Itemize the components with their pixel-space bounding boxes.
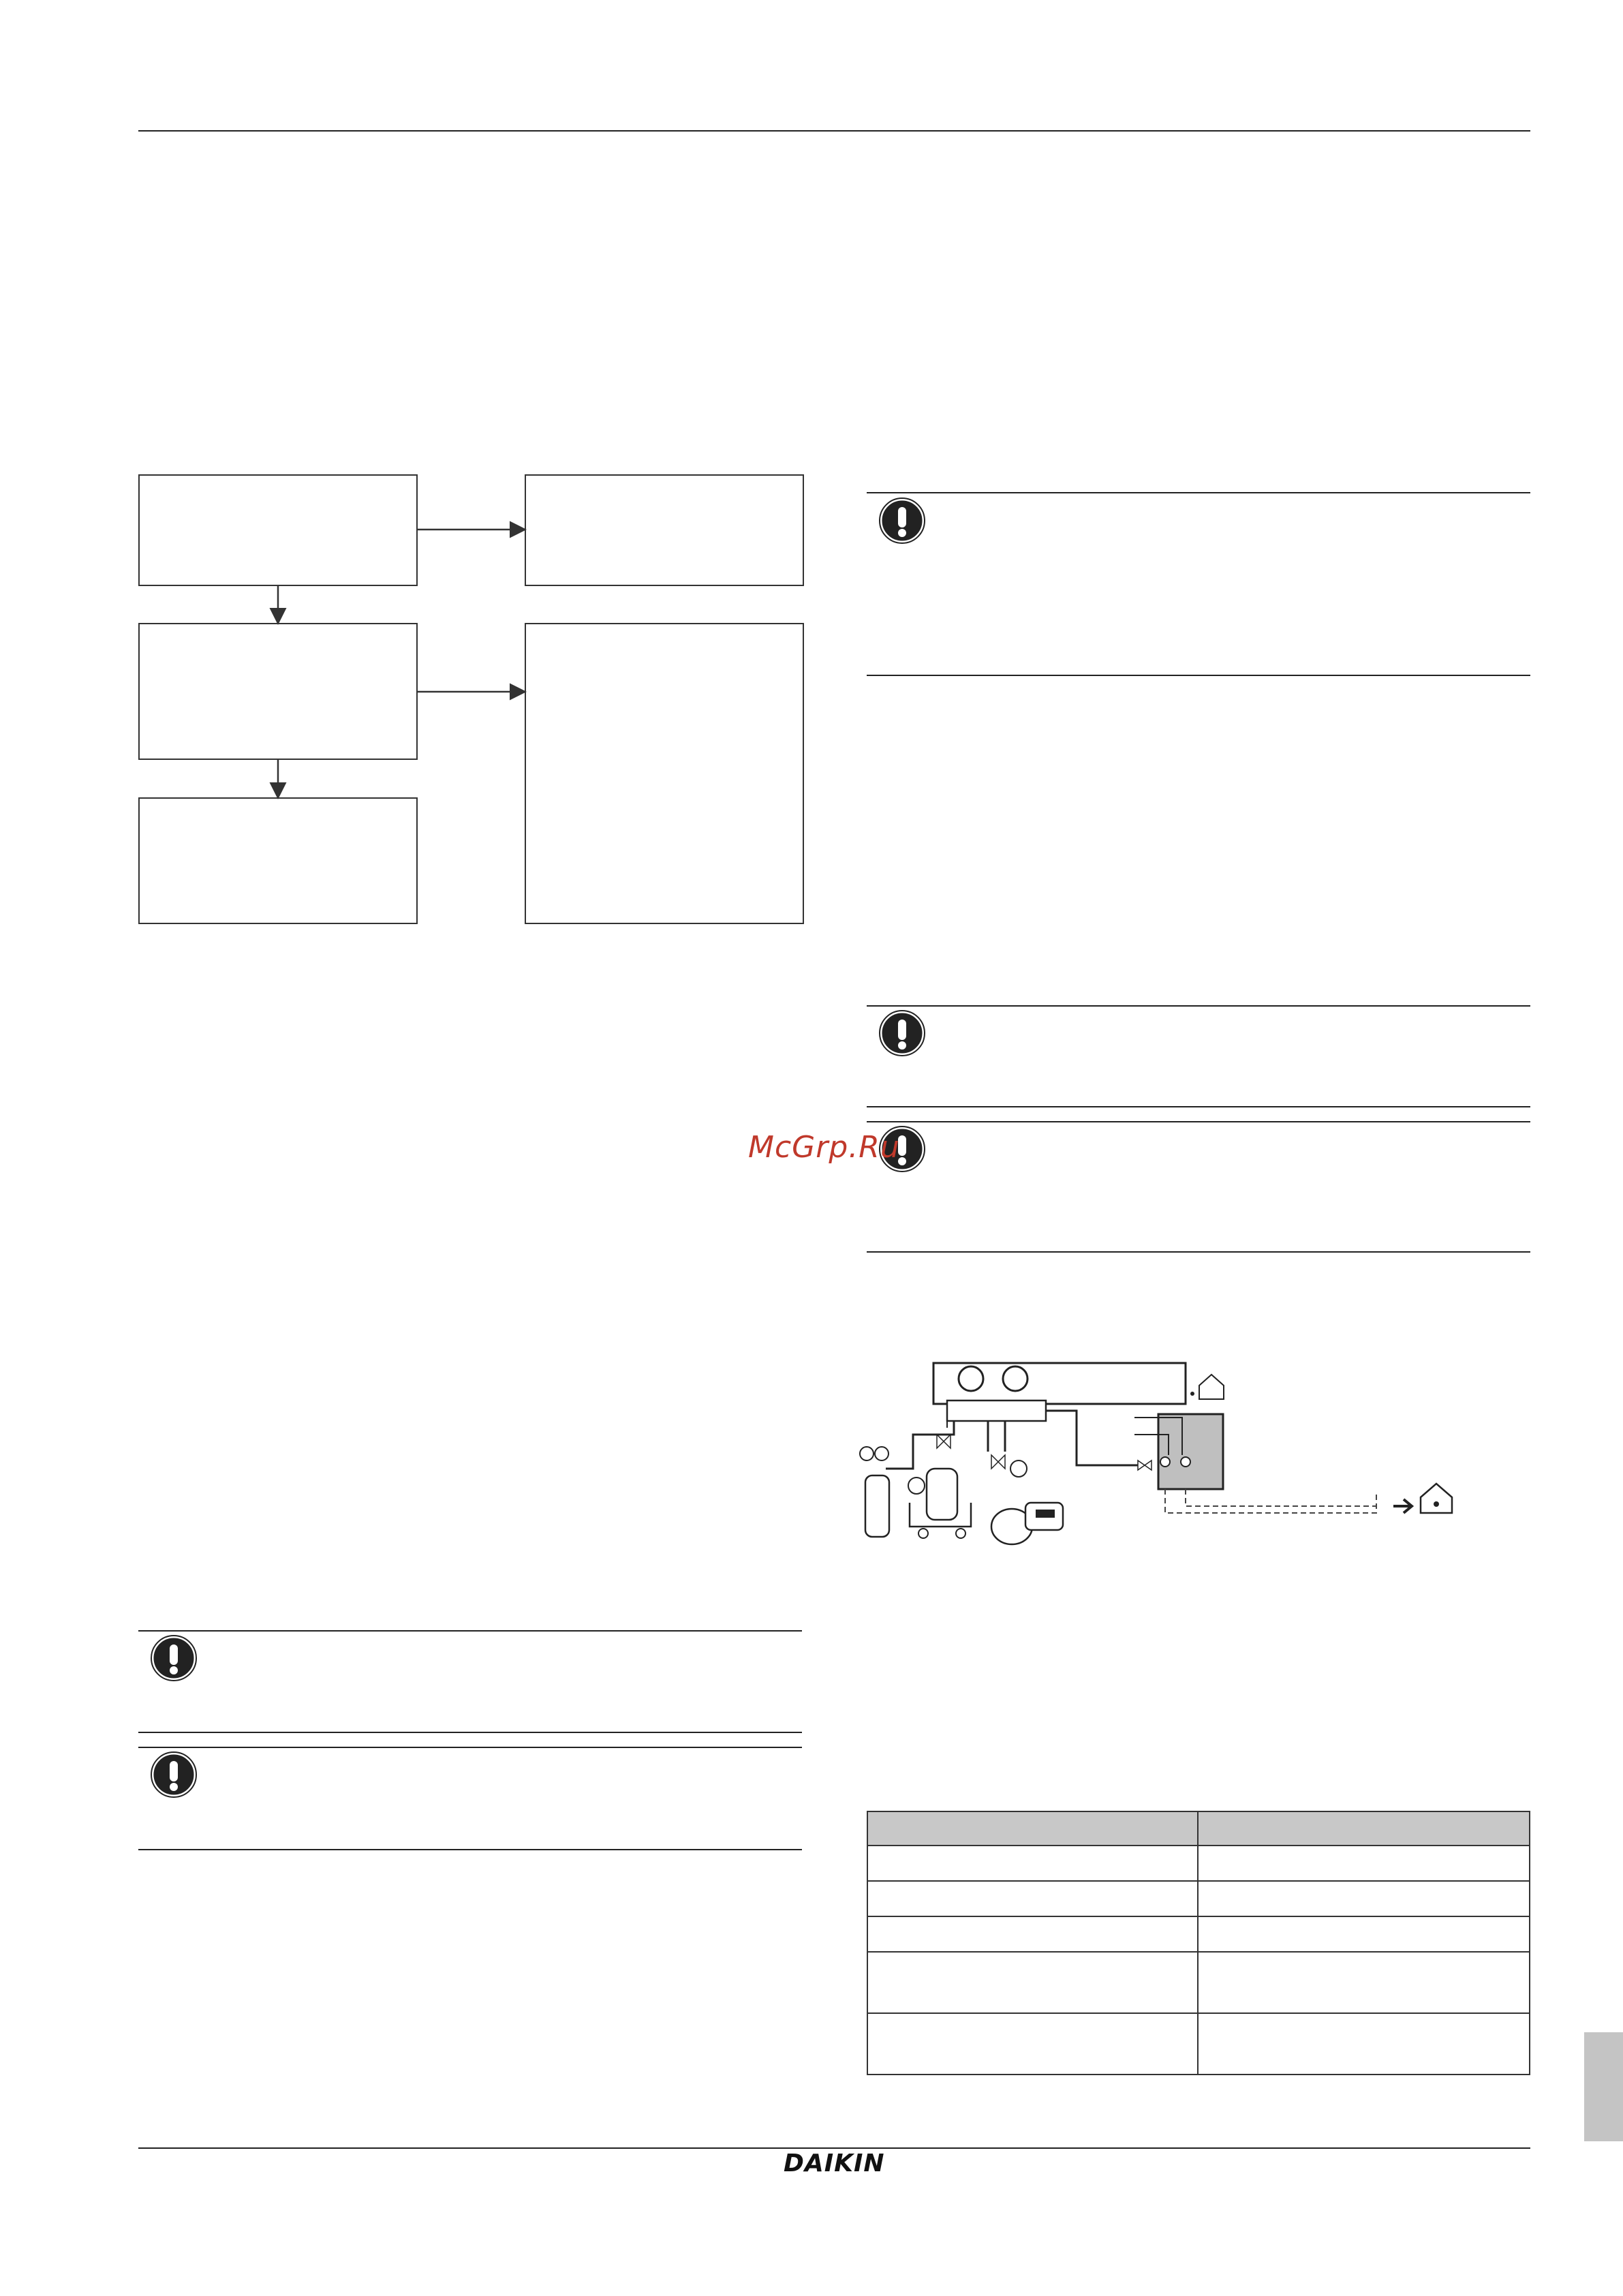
exclamation-circle-icon (879, 1010, 925, 1056)
brand-logo: DAIKIN (784, 2149, 885, 2177)
chapter-tab (1584, 2032, 1623, 2141)
spec-table (867, 1811, 1530, 2075)
notice-1-top-rule (867, 492, 1530, 493)
table-row (867, 1881, 1530, 1916)
gauge-left-icon (959, 1366, 983, 1391)
notice-5-bottom-rule (138, 1849, 802, 1850)
manifold-body (947, 1400, 1046, 1421)
notice-2-bottom-rule (867, 1106, 1530, 1107)
notice-4-top-rule (138, 1630, 802, 1632)
table-row (867, 1846, 1530, 1881)
notice-2-top-rule (867, 1005, 1530, 1007)
notice-5-top-rule (138, 1747, 802, 1748)
table-header-cell (867, 1811, 1198, 1846)
table-header-cell (1198, 1811, 1530, 1846)
notice-4-bottom-rule (138, 1732, 802, 1733)
refrigerant-cylinder-icon (927, 1469, 957, 1520)
exclamation-circle-icon (151, 1751, 197, 1798)
notice-3-bottom-rule (867, 1251, 1530, 1253)
footer-rule (138, 2147, 1530, 2149)
vacuum-gauge-icon (1010, 1460, 1027, 1477)
arrow-right-icon (1393, 1499, 1412, 1513)
charging-diagram (852, 1353, 1479, 1571)
table-row (867, 1916, 1530, 1952)
house-icon (1199, 1375, 1224, 1399)
table-row (867, 2013, 1530, 2075)
house-icon (1421, 1484, 1452, 1513)
gauge-right-icon (1003, 1366, 1027, 1391)
flowchart-arrows (0, 0, 1623, 954)
watermark: McGrp.Ru (748, 1130, 900, 1165)
nitrogen-cylinder-icon (865, 1475, 889, 1537)
table-row (867, 1952, 1530, 2013)
notice-3-top-rule (867, 1121, 1530, 1122)
table-header-row (867, 1811, 1530, 1846)
exclamation-circle-icon (151, 1635, 197, 1681)
notice-1-bottom-rule (867, 675, 1530, 676)
exclamation-circle-icon (879, 498, 925, 544)
